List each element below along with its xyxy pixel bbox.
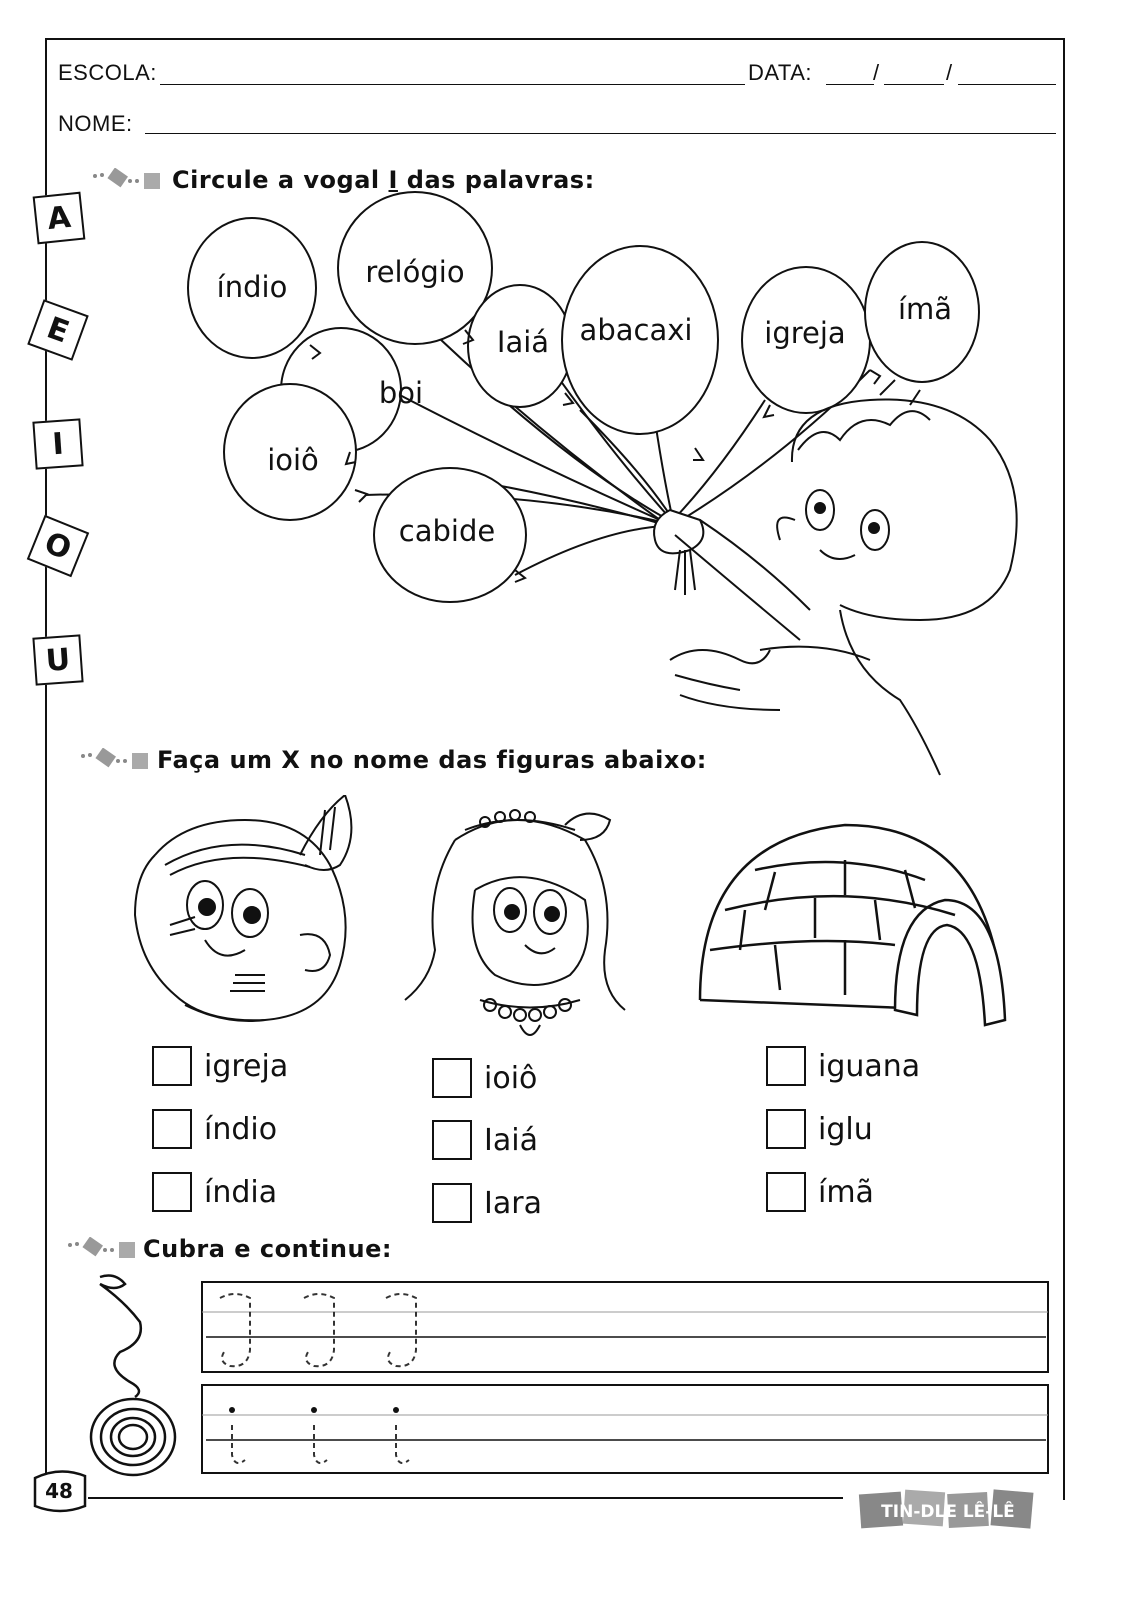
section-title: Faça um X no nome das figuras abaixo: [157,746,707,774]
option-row[interactable] [432,1120,538,1160]
option-label: Iara [484,1185,542,1221]
option-label: Iaiá [484,1122,538,1158]
option-checkbox[interactable] [766,1109,806,1149]
brand-logo-icon [858,1487,1038,1531]
option-checkbox[interactable] [432,1058,472,1098]
balloon-word[interactable]: índio [216,270,288,304]
date-year-field[interactable] [958,84,1056,85]
balloon-word[interactable]: relógio [365,255,465,289]
option-label: iglu [818,1111,873,1147]
name-field[interactable] [145,133,1056,134]
section-title: Cubra e continue: [143,1235,392,1263]
option-checkbox[interactable] [766,1046,806,1086]
option-checkbox[interactable] [152,1109,192,1149]
brand-logo [858,1487,1038,1531]
section-bullet-icon [70,168,162,192]
option-checkbox[interactable] [152,1172,192,1212]
date-separator: / [873,60,880,85]
date-label: DATA: [748,60,813,85]
balloon-word[interactable]: igreja [764,316,846,350]
option-row[interactable] [432,1183,542,1223]
indian-girl-picture [395,800,635,1060]
option-checkbox[interactable] [432,1183,472,1223]
page-number: 48 [45,1479,73,1503]
date-separator: / [946,60,953,85]
balloon-word[interactable]: abacaxi [579,313,693,347]
balloon-word[interactable]: cabide [398,514,496,548]
balloon-word[interactable]: Iaiá [496,325,550,359]
balloon-word[interactable]: boi [378,376,424,410]
option-row[interactable] [766,1172,874,1212]
option-label: iguana [818,1048,921,1084]
vowel-tile: E [27,299,89,361]
option-row[interactable] [152,1109,277,1149]
option-row[interactable] [432,1058,537,1098]
option-checkbox[interactable] [152,1046,192,1086]
vowel-tile: O [27,515,89,577]
option-label: índia [204,1174,278,1210]
school-field[interactable] [160,84,745,85]
section-bullet-icon [45,1237,137,1261]
brand-text: TIN-DLE LÊ-LÊ [881,1502,1015,1522]
vowel-tile: U [32,634,83,685]
yoyo-picture [85,1272,190,1477]
vowel-tile: A [33,192,86,245]
option-label: igreja [204,1048,289,1084]
school-label: ESCOLA: [58,60,157,85]
option-checkbox[interactable] [432,1120,472,1160]
bottom-rule [88,1497,843,1499]
section-bullet-icon [58,748,150,772]
option-label: ioiô [484,1060,538,1096]
option-label: índio [204,1111,278,1147]
option-row[interactable] [766,1046,920,1086]
name-label: NOME: [58,111,133,136]
date-day-field[interactable] [826,84,874,85]
igloo-picture [695,820,1015,1035]
option-row[interactable] [766,1109,873,1149]
date-month-field[interactable] [884,84,944,85]
option-row[interactable] [152,1172,277,1212]
option-row[interactable] [152,1046,288,1086]
option-label: ímã [818,1174,874,1210]
vowel-tile: I [32,418,83,469]
indian-boy-picture [125,795,375,1035]
handwriting-practice-area[interactable] [200,1280,1050,1480]
option-checkbox[interactable] [766,1172,806,1212]
section-title: Circule a vogal I das palavras: [172,166,595,194]
balloon-word[interactable]: ioiô [267,443,319,477]
balloon-word[interactable]: ímã [897,292,953,326]
